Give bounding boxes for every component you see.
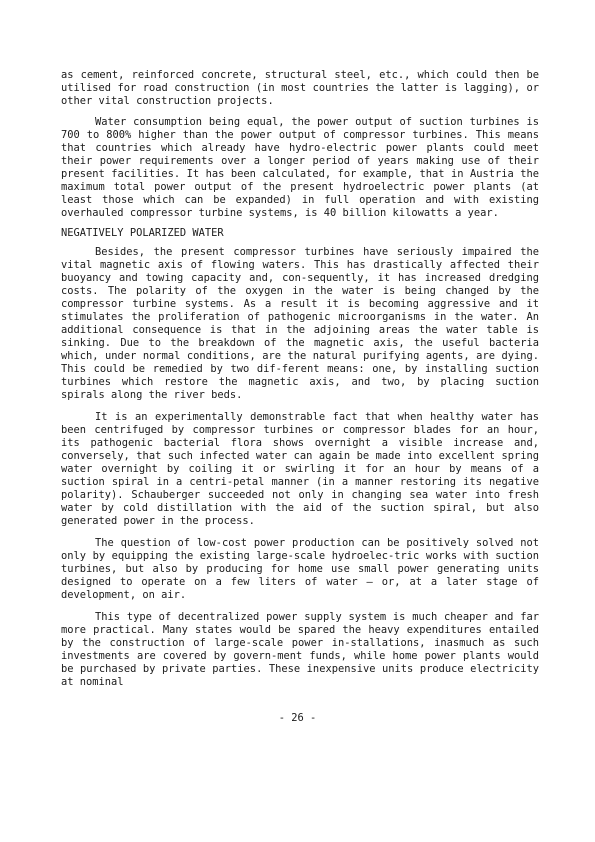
paragraph-power-output: Water consumption being equal, the power output of suction turbines is 700 to 800% higher than the power output of compressor turbines. This means that countries which already have hydro-electric power plants could meet their power requirements over a longer period of years making use of their present facilities. It has been calculated, for example, that in Austria the maximum total power output of the present hydroelectric power plants (at least those which can be expanded) in full operation and with existing overhauled compressor turbine systems, is 40 billion kilowatts a year. [61,116,539,219]
page-number: - 26 - [278,712,317,724]
paragraph-magnetic-axis: Besides, the present compressor turbines have seriously impaired the vital magnetic axis of flowing waters. This has drastically affected their buoyancy and towing capacity and, con-sequently, it has increased dredging costs. The polarity of the oxygen in the water is being changed by the compressor turbine systems. As a result it is becoming aggressive and it stimulates the proliferation of pathogenic microorganisms in the water. An additional consequence is that in the adjoining areas the water table is sinking. Due to the breakdown of the magnetic axis, the useful bacteria which, under normal conditions, are the natural purifying agents, are dying. This could be remedied by two dif-ferent means: one, by installing suction turbines which restore the magnetic axis, and two, by placing suction spirals along the river beds. [61,246,539,401]
paragraph-continuation: as cement, reinforced concrete, structural steel, etc., which could then be utilised for road construction (in most countries the latter is lagging), or other vital construction projects. [61,69,539,107]
paragraph-decentralized-supply: This type of decentralized power supply system is much cheaper and far more practical. Many states would be spared the heavy expenditures entailed by the construction of large-scale power in-stallations, inasmuch as such investments are covered by govern-ment funds, while home power plants would be purchased by private parties. These inexpensive units produce electricity at nominal [61,611,539,688]
paragraph-centrifuged-water: It is an experimentally demonstrable fact that when healthy water has been centrifuged by compressor turbines or compressor blades for an hour, its pathogenic bacterial flora shows overnight a visible increase and, conversely, that such infected water can again be made into excellent spring water overnight by coiling it or swirling it for an hour by means of a suction spiral in a centri-petal manner (in a manner restoring its negative polarity). Schauberger succeeded not only in changing sea water into fresh water by cold distillation with the aid of the suction spiral, but also generated power in the process. [61,411,539,527]
paragraph-low-cost-power: The question of low-cost power production can be positively solved not only by equipping the existing large-scale hydroelec-tric works with suction turbines, but also by producing for home use small power generating units designed to operate on a few liters of water — or, at a later stage of development, on air. [61,537,539,601]
document-page [61,69,539,698]
section-heading: NEGATIVELY POLARIZED WATER [61,227,224,239]
